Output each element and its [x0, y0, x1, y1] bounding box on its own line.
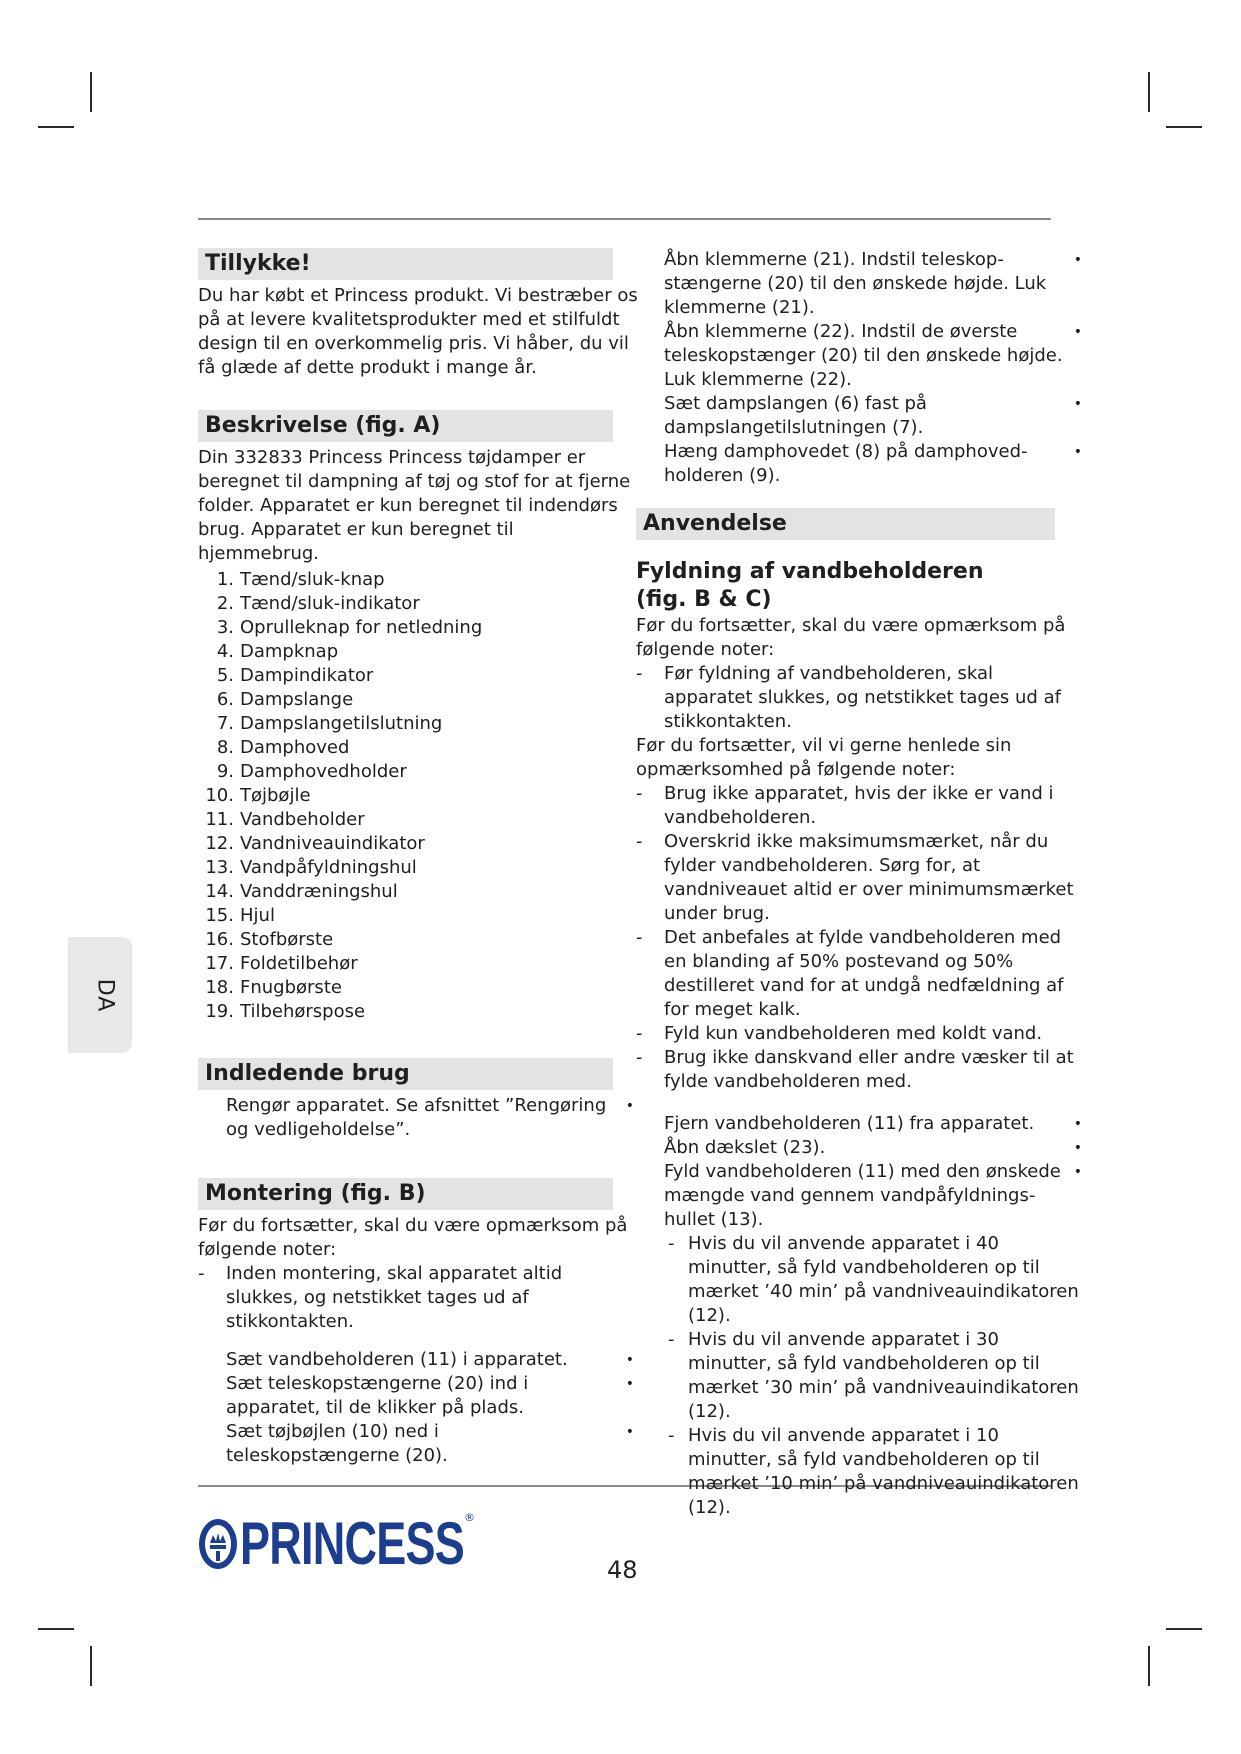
- note-text: Overskrid ikke maksimumsmærket, når du fylder vandbeholderen. Sørg for, at vandniveauet altid er over minimumsmærket under brug.: [664, 831, 1074, 924]
- step-item: [636, 320, 1086, 392]
- assembly-steps: [198, 1348, 638, 1468]
- item-number: 6.: [216, 689, 234, 710]
- parts-list-item: [204, 1000, 638, 1024]
- item-number: 14.: [205, 881, 234, 902]
- filling-intro-2: Før du fortsætter, vil vi gerne henlede sin opmærksomhed på følgende noter:: [636, 735, 1012, 780]
- parts-list-item: [204, 760, 638, 784]
- dash-item: [636, 782, 1086, 830]
- item-number: 5.: [216, 665, 234, 686]
- item-label: Dampslangetilslutning: [240, 713, 443, 734]
- dash-mark: -: [198, 1263, 205, 1284]
- item-number: 2.: [216, 593, 234, 614]
- item-label: Dampindikator: [240, 665, 374, 686]
- welcome-text: Du har købt et Princess produkt. Vi bestræber os på at levere kvalitetsprodukter med et stilfuldt design til en overkommelig pris. Vi håber, du vil få glæde af dette produkt i mange år.: [198, 285, 638, 378]
- step-text: Sæt tøjbøjlen (10) ned i teleskopstængerne (20).: [226, 1421, 448, 1466]
- filling-subheading-fig: (fig. B & C): [636, 587, 772, 612]
- dash-item: [636, 1022, 1086, 1046]
- crop-mark: [1148, 1646, 1150, 1686]
- bullet: •: [1073, 1164, 1082, 1180]
- parts-list-item: [204, 616, 638, 640]
- filling-subheading: Fyldning af vandbeholderen: [636, 559, 984, 584]
- filling-steps: [636, 1112, 1086, 1232]
- item-number: 9.: [216, 761, 234, 782]
- right-column: [636, 248, 1086, 1520]
- crop-mark: [90, 72, 92, 112]
- item-number: 12.: [205, 833, 234, 854]
- item-label: Foldetilbehør: [240, 953, 358, 974]
- item-label: Vandpåfyldningshul: [240, 857, 417, 878]
- dash-mark: -: [636, 1047, 643, 1068]
- description-heading: Beskrivelse (fig. A): [198, 410, 613, 442]
- note-text: Hvis du vil anvende apparatet i 10 minutter, så fyld vandbeholderen op til mærket ’10 min’ på vandniveauindikatoren (12).: [688, 1425, 1079, 1518]
- bullet: •: [625, 1376, 634, 1392]
- dash-item: [636, 1328, 1086, 1424]
- step-item: [198, 1420, 638, 1468]
- left-column: [198, 248, 638, 1468]
- filling-intro-1: Før du fortsætter, skal du være opmærksom på følgende noter:: [636, 615, 1066, 660]
- item-label: Oprulleknap for netledning: [240, 617, 483, 638]
- assembly-continued-steps: [636, 248, 1086, 488]
- top-rule: [198, 218, 1051, 220]
- item-label: Fnugbørste: [240, 977, 342, 998]
- item-label: Dampknap: [240, 641, 339, 662]
- parts-list-item: [204, 856, 638, 880]
- step-item: [198, 1348, 638, 1372]
- step-text: Rengør apparatet. Se afsnittet ”Rengøring og vedligeholdelse”.: [226, 1095, 607, 1140]
- parts-list-item: [204, 928, 638, 952]
- filling-notes: [636, 782, 1086, 1094]
- filling-sub-notes: [636, 1232, 1086, 1520]
- step-text: Åbn klemmerne (21). Indstil teleskopstængerne (20) til den ønskede højde. Luk klemmerne (21).: [664, 249, 1047, 318]
- item-label: Damphoved: [240, 737, 350, 758]
- dash-mark: -: [636, 663, 643, 684]
- step-item: [636, 1112, 1086, 1136]
- step-item: [636, 392, 1086, 440]
- bullet: •: [625, 1424, 634, 1440]
- crop-mark: [38, 1628, 74, 1630]
- parts-list-item: [204, 712, 638, 736]
- dash-mark: -: [636, 927, 643, 948]
- step-text: Sæt vandbeholderen (11) i apparatet.: [226, 1349, 568, 1370]
- parts-list-item: [204, 880, 638, 904]
- item-label: Stofbørste: [240, 929, 334, 950]
- assembly-note: [198, 1262, 638, 1334]
- dash-item: [636, 1046, 1086, 1094]
- note-text: Det anbefales at fylde vandbeholderen med en blanding af 50% postevand og 50% destilleret vand for at undgå nedfældning af for meget kalk.: [664, 927, 1064, 1020]
- crop-mark: [1166, 1628, 1202, 1630]
- bullet: •: [1073, 324, 1082, 340]
- bullet: •: [1073, 252, 1082, 268]
- bullet: •: [1073, 396, 1082, 412]
- step-text: Fyld vandbeholderen (11) med den ønskede mængde vand gennem vandpåfyldningshullet (13).: [664, 1161, 1061, 1230]
- note-text: Hvis du vil anvende apparatet i 40 minutter, så fyld vandbeholderen op til mærket ’40 min’ på vandniveauindikatoren (12).: [688, 1233, 1079, 1326]
- bullet: •: [1073, 1140, 1082, 1156]
- item-number: 10.: [205, 785, 234, 806]
- item-number: 8.: [216, 737, 234, 758]
- dash-mark: -: [636, 831, 643, 852]
- item-label: Tilbehørspose: [240, 1001, 366, 1022]
- item-label: Hjul: [240, 905, 275, 926]
- note-text: Hvis du vil anvende apparatet i 30 minutter, så fyld vandbeholderen op til mærket ’30 min’ på vandniveauindikatoren (12).: [688, 1329, 1079, 1422]
- filling-note-1: [636, 662, 1086, 734]
- item-label: Vandniveauindikator: [240, 833, 425, 854]
- item-number: 1.: [216, 569, 234, 590]
- step-item: [636, 1136, 1086, 1160]
- crop-mark: [90, 1646, 92, 1686]
- item-label: Damphovedholder: [240, 761, 407, 782]
- parts-list-item: [204, 784, 638, 808]
- note-text: Brug ikke danskvand eller andre væsker til at fylde vandbeholderen med.: [664, 1047, 1074, 1092]
- dash-mark: -: [636, 783, 643, 804]
- parts-list-item: [204, 808, 638, 832]
- item-label: Tøjbøjle: [240, 785, 311, 806]
- crop-mark: [1148, 72, 1150, 112]
- parts-list-item: [204, 904, 638, 928]
- step-text: Åbn dækslet (23).: [664, 1137, 826, 1158]
- dash-mark: -: [636, 1023, 643, 1044]
- parts-list-item: [204, 664, 638, 688]
- dash-item: [636, 926, 1086, 1022]
- step-text: Sæt dampslangen (6) fast på dampslangetilslutningen (7).: [664, 393, 927, 438]
- item-label: Vandbeholder: [240, 809, 365, 830]
- first-use-step: [198, 1094, 638, 1142]
- step-item: [198, 1372, 638, 1420]
- language-tab: [68, 937, 132, 1053]
- parts-list: [198, 568, 638, 1024]
- use-heading: Anvendelse: [636, 508, 1055, 540]
- item-number: 4.: [216, 641, 234, 662]
- parts-list-item: [204, 952, 638, 976]
- parts-list-item: [204, 832, 638, 856]
- item-label: Dampslange: [240, 689, 354, 710]
- bullet: •: [625, 1098, 634, 1114]
- item-number: 19.: [205, 1001, 234, 1022]
- note-text: Fyld kun vandbeholderen med koldt vand.: [664, 1023, 1043, 1044]
- page-number: 48: [607, 1556, 638, 1584]
- parts-list-item: [204, 568, 638, 592]
- item-number: 3.: [216, 617, 234, 638]
- item-number: 16.: [205, 929, 234, 950]
- item-label: Vanddræningshul: [240, 881, 398, 902]
- step-item: [636, 440, 1086, 488]
- note-text: Inden montering, skal apparatet altid slukkes, og netstikket tages ud af stikkontakten.: [226, 1263, 563, 1332]
- step-text: Åbn klemmerne (22). Indstil de øverste teleskopstænger (20) til den ønskede højde. Luk klemmerne (22).: [664, 321, 1063, 390]
- dash-item: [636, 1424, 1086, 1520]
- item-number: 15.: [205, 905, 234, 926]
- item-number: 11.: [205, 809, 234, 830]
- crop-mark: [1166, 126, 1202, 128]
- language-tab-label: DA: [92, 978, 118, 1013]
- parts-list-item: [204, 976, 638, 1000]
- princess-logo: [196, 1509, 476, 1575]
- item-label: Tænd/sluk-indikator: [240, 593, 420, 614]
- parts-list-item: [204, 688, 638, 712]
- bullet: •: [1073, 444, 1082, 460]
- note-text: Før fyldning af vandbeholderen, skal apparatet slukkes, og netstikket tages ud af stikkontakten.: [664, 663, 1061, 732]
- assembly-heading: Montering (fig. B): [198, 1178, 613, 1210]
- parts-list-item: [204, 640, 638, 664]
- item-number: 17.: [205, 953, 234, 974]
- bullet: •: [625, 1352, 634, 1368]
- step-item: [636, 1160, 1086, 1232]
- step-text: Fjern vandbeholderen (11) fra apparatet.: [664, 1113, 1035, 1134]
- logo-text: PRINCESS: [240, 1510, 465, 1577]
- dash-item: [636, 830, 1086, 926]
- step-text: Sæt teleskopstængerne (20) ind i apparatet, til de klikker på plads.: [226, 1373, 529, 1418]
- note-text: Brug ikke apparatet, hvis der ikke er vand i vandbeholderen.: [664, 783, 1054, 828]
- dash-mark: -: [668, 1329, 675, 1350]
- parts-list-item: [204, 736, 638, 760]
- step-text: Hæng damphovedet (8) på damphovedholderen (9).: [664, 441, 1028, 486]
- welcome-heading: Tillykke!: [198, 248, 613, 280]
- crop-mark: [38, 126, 74, 128]
- item-number: 7.: [216, 713, 234, 734]
- item-number: 18.: [205, 977, 234, 998]
- bullet: •: [1073, 1116, 1082, 1132]
- registered-mark: ®: [464, 1511, 475, 1524]
- dash-mark: -: [668, 1233, 675, 1254]
- dash-mark: -: [668, 1425, 675, 1446]
- dash-item: [636, 1232, 1086, 1328]
- item-number: 13.: [205, 857, 234, 878]
- assembly-intro: Før du fortsætter, skal du være opmærksom på følgende noter:: [198, 1215, 628, 1260]
- step-item: [636, 248, 1086, 320]
- description-intro: Din 332833 Princess Princess tøjdamper er beregnet til dampning af tøj og stof for at fjerne folder. Apparatet er kun beregnet til indendørs brug. Apparatet er kun beregnet til hjemmebrug.: [198, 447, 631, 564]
- item-label: Tænd/sluk-knap: [240, 569, 385, 590]
- parts-list-item: [204, 592, 638, 616]
- first-use-heading: Indledende brug: [198, 1058, 613, 1090]
